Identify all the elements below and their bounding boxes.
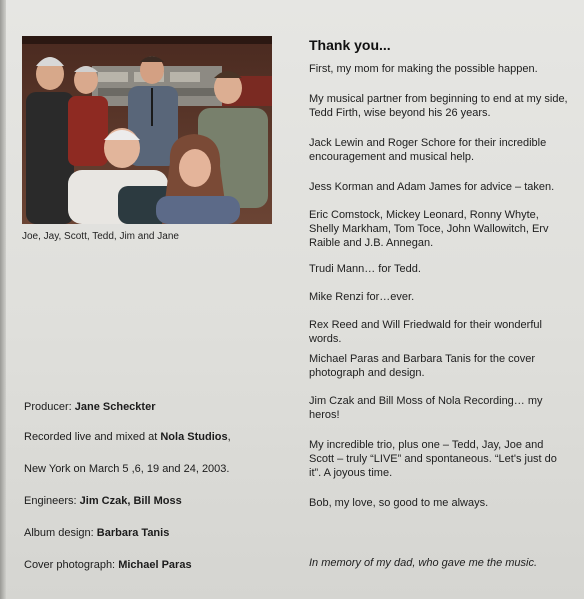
producer-label: Producer: (24, 401, 72, 413)
design-name: Barbara Tanis (96, 527, 170, 539)
producer-credit (24, 400, 155, 414)
recording-credit (24, 430, 231, 444)
recorded-prefix: Recorded live and mixed at (24, 431, 158, 443)
thanks-item: First, my mom for making the possible happen. (309, 63, 538, 75)
studio-name: Nola Studios (160, 431, 228, 443)
thanks-item: Bob, my love, so good to me always. (309, 497, 489, 509)
cover-label: Cover photograph: (24, 559, 116, 571)
producer-name: Jane Scheckter (74, 401, 156, 413)
cover-credit (24, 558, 192, 572)
thanks-item: Rex Reed and Will Friedwald for their wonderful words. (309, 319, 542, 345)
recorded-suffix: , (227, 431, 231, 443)
thank-you-heading: Thank you... (309, 37, 391, 53)
studio-group-photo (22, 36, 272, 224)
design-credit (24, 526, 169, 540)
thanks-item: Mike Renzi for…ever. (309, 291, 415, 303)
recording-dates: New York on March 5 ,6, 19 and 24, 2003. (24, 463, 230, 475)
thanks-item: Eric Comstock, Mickey Leonard, Ronny Whyte, Shelly Markham, Tom Toce, John Wallowitch, Erv Raible and J.B. Annegan. (309, 209, 549, 249)
engineers-names: Jim Czak, Bill Moss (79, 495, 182, 507)
thanks-item: Jess Korman and Adam James for advice – taken. (309, 181, 555, 193)
photo-illustration (22, 36, 272, 224)
thanks-item: Jack Lewin and Roger Schore for their incredible encouragement and musical help. (309, 137, 547, 163)
booklet-spine (0, 0, 6, 599)
design-label: Album design: (24, 527, 94, 539)
engineers-credit (24, 494, 182, 508)
thanks-item: My musical partner from beginning to end at my side, Tedd Firth, wise beyond his 26 years. (309, 93, 568, 119)
photo-caption: Joe, Jay, Scott, Tedd, Jim and Jane (22, 231, 179, 242)
thanks-item: Michael Paras and Barbara Tanis for the cover photograph and design. (309, 353, 536, 379)
thanks-item: Jim Czak and Bill Moss of Nola Recording… my heros! (309, 395, 543, 421)
thanks-item: Trudi Mann… for Tedd. (309, 263, 421, 275)
memorial-dedication: In memory of my dad, who gave me the music. (309, 557, 538, 569)
cover-name: Michael Paras (118, 559, 192, 571)
thanks-item: My incredible trio, plus one – Tedd, Jay, Joe and Scott – truly “LIVE” and spontaneous. “Let's just do it”. A joyous time. (309, 439, 557, 479)
engineers-label: Engineers: (24, 495, 77, 507)
